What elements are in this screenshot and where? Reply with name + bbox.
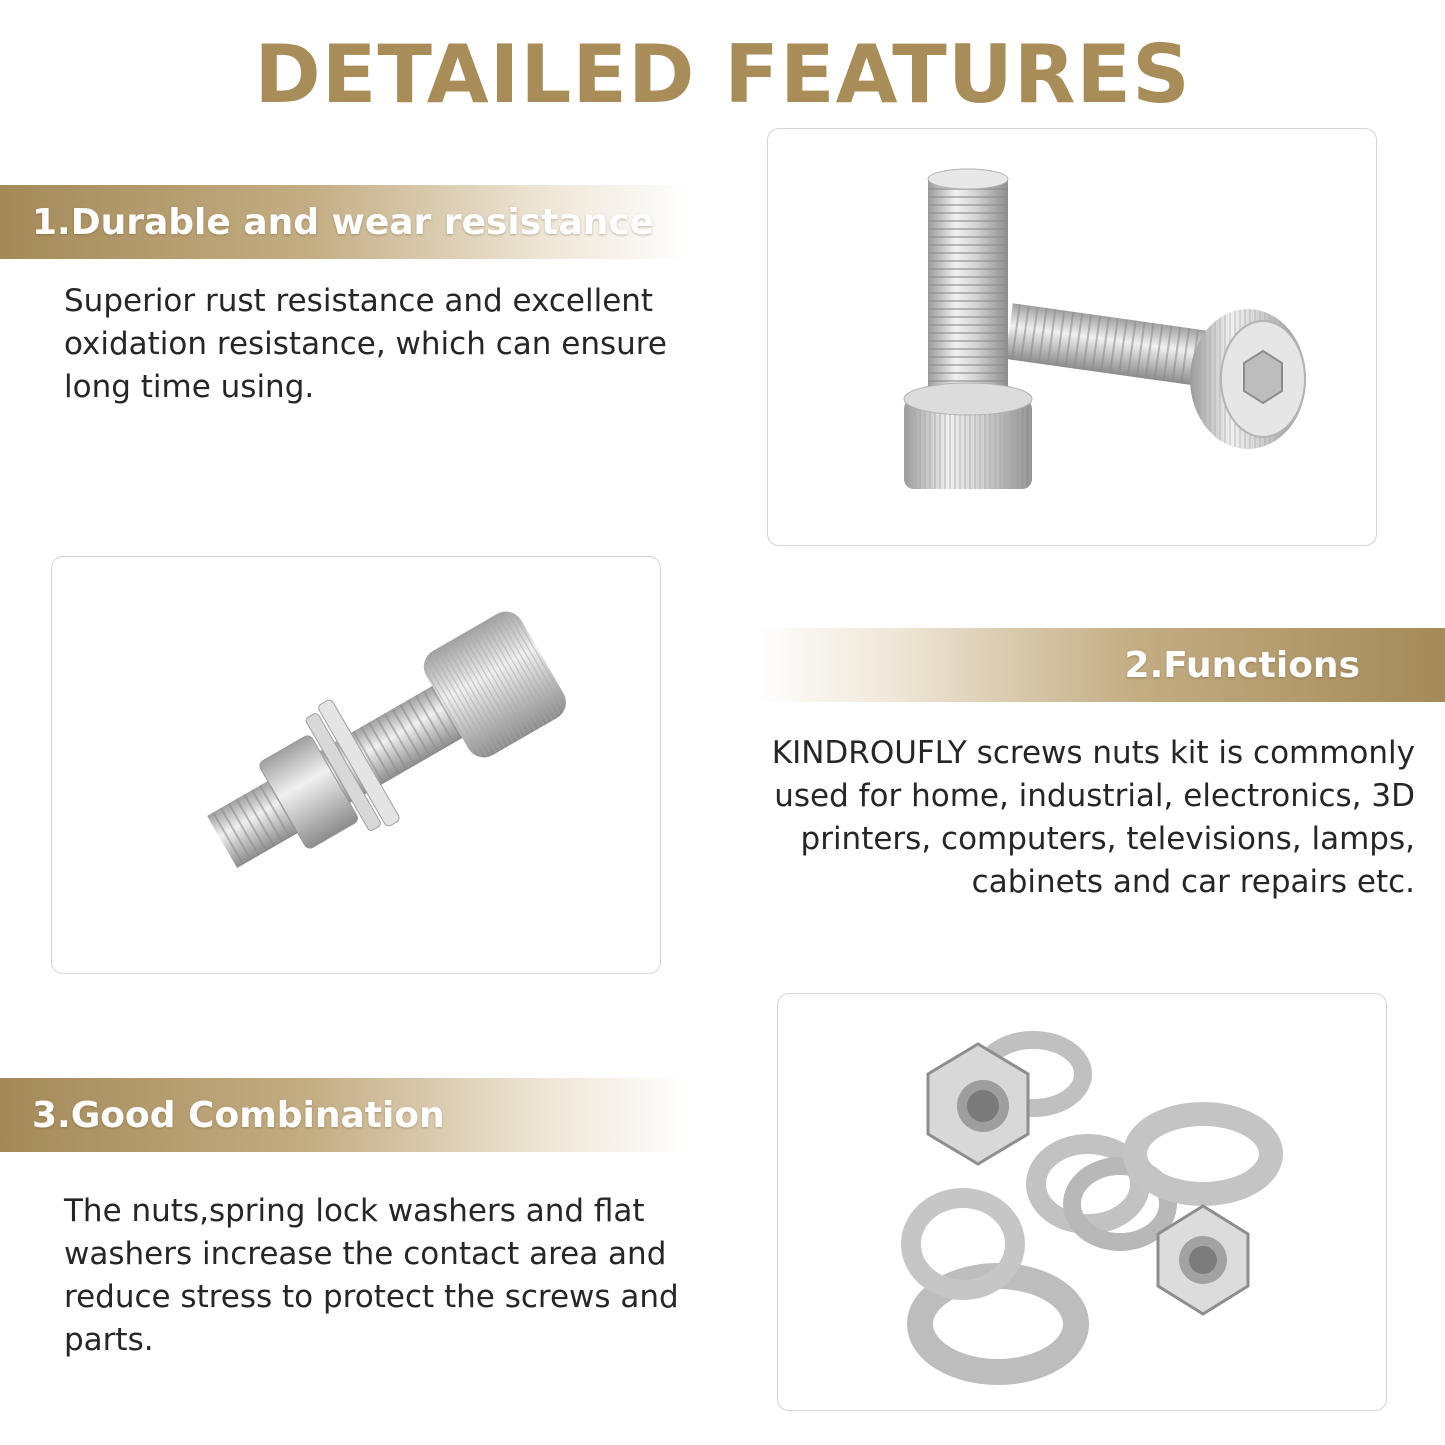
feature-3-image-card [777, 993, 1387, 1411]
hex-nut-1 [928, 1044, 1028, 1164]
feature-1-image-card [767, 128, 1377, 546]
feature-2-image-card [51, 556, 661, 974]
assembled-screw [187, 596, 577, 902]
feature-2-label: 2.Functions [1124, 644, 1360, 686]
assembled-screw-image [52, 557, 660, 973]
feature-2-header-band [755, 628, 1445, 702]
nuts-washers-image [778, 994, 1386, 1410]
feature-1-header-band [0, 185, 690, 259]
page-title: DETAILED FEATURES [254, 28, 1191, 121]
two-screws-image [768, 129, 1376, 545]
feature-1-description: Superior rust resistance and excellent oxidation resistance, which can ensure long time using. [64, 283, 667, 405]
screw-horizontal [1005, 303, 1306, 449]
feature-3-header-band [0, 1078, 690, 1152]
feature-1-label: 1.Durable and wear resistance [32, 201, 655, 243]
feature-3-description: The nuts,spring lock washers and flat washers increase the contact area and reduce stress to protect the screws and parts. [64, 1193, 679, 1358]
feature-2-description: KINDROUFLY screws nuts kit is commonly used for home, industrial, electronics, 3D printers, computers, televisions, lamps, cabinets and car repairs etc. [771, 735, 1415, 900]
feature-3-label: 3.Good Combination [32, 1094, 445, 1136]
